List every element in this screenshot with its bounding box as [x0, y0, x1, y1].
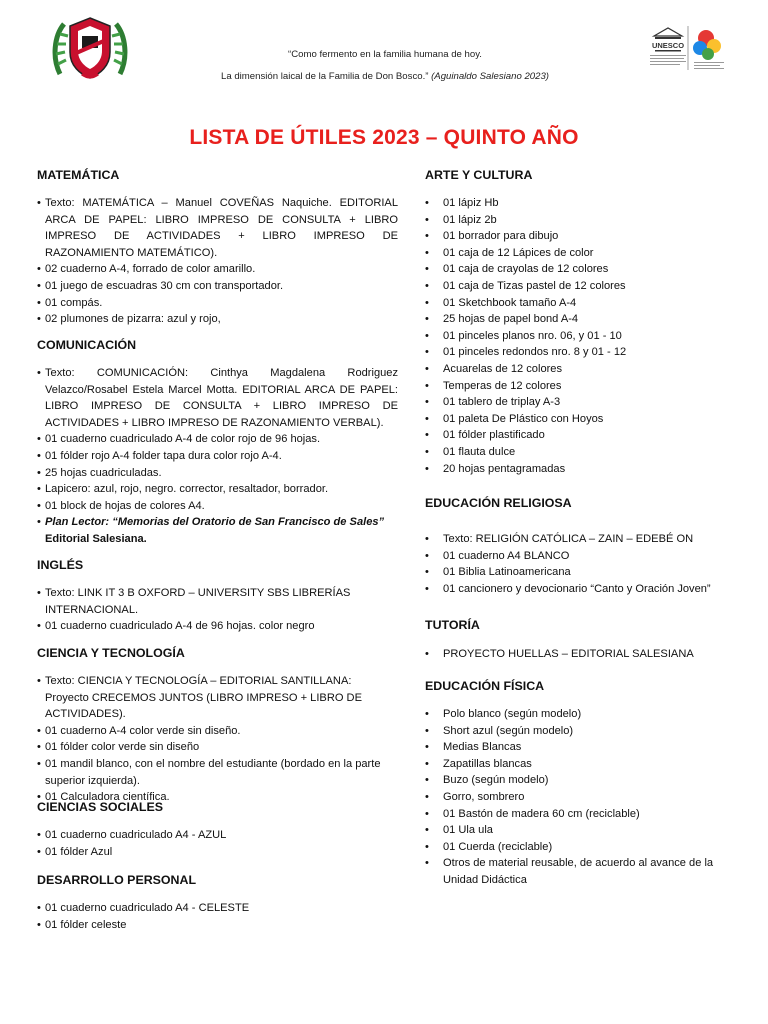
list-item: • 01 fólder rojo A-4 folder tapa dura color rojo A-4. [37, 448, 398, 465]
section-title: ARTE Y CULTURA [425, 168, 533, 182]
list-item: • 01 caja de 12 Lápices de color [425, 245, 737, 262]
section-educacion-religiosa [425, 496, 737, 597]
section-title: TUTORÍA [425, 618, 480, 632]
list-item: • Acuarelas de 12 colores [425, 361, 737, 378]
item-list [37, 673, 398, 806]
list-item: • 01 cuaderno A4 BLANCO [425, 548, 737, 565]
list-item: • 01 borrador para dibujo [425, 228, 737, 245]
list-item: • 01 lápiz 2b [425, 212, 737, 229]
list-item: • 02 cuaderno A-4, forrado de color amarillo. [37, 261, 398, 278]
page-title: LISTA DE ÚTILES 2023 – QUINTO AÑO [189, 126, 579, 149]
unesco-logo [644, 22, 730, 78]
item-list [425, 646, 737, 663]
item-list [37, 900, 398, 933]
section-ingles [37, 558, 398, 635]
item-list [37, 827, 398, 860]
item-list [425, 195, 737, 477]
list-item: • Polo blanco (según modelo) [425, 706, 737, 723]
plan-lector-text: Plan Lector: “Memorias del Oratorio de San Francisco de Sales” [45, 516, 385, 529]
list-item: • Medias Blancas [425, 739, 737, 756]
list-item: • 01 paleta De Plástico con Hoyos [425, 411, 737, 428]
list-item: • Zapatillas blancas [425, 756, 737, 773]
list-item: • PROYECTO HUELLAS – EDITORIAL SALESIANA [425, 646, 737, 663]
list-item: • 01 cuaderno cuadriculado A4 - CELESTE [37, 900, 398, 917]
list-item-plan-lector [37, 514, 398, 547]
section-tutoria [425, 618, 737, 663]
header-quote [140, 44, 630, 88]
section-title: MATEMÁTICA [37, 168, 120, 182]
section-comunicacion [37, 338, 398, 548]
section-title: COMUNICACIÓN [37, 338, 137, 352]
list-item: • Texto: RELIGIÓN CATÓLICA – ZAIN – EDEBÉ ON [425, 531, 737, 548]
list-item: • 20 hojas pentagramadas [425, 461, 737, 478]
list-item: • Buzo (según modelo) [425, 772, 737, 789]
list-item: • 01 caja de crayolas de 12 colores [425, 261, 737, 278]
list-item: • Texto: COMUNICACIÓN: Cinthya Magdalena Rodriguez Velazco/Rosabel Estela Marcel Motta. EDITORIAL ARCA DE PAPEL: LIBRO IMPRESO DE CONSULTA + LIBRO IMPRESO DE ACTIVIDADES + LIBRO IMPRESO DE RAZONAMIENTO VERBAL). [37, 365, 398, 431]
list-item: • 01 Cuerda (reciclable) [425, 839, 737, 856]
section-title: CIENCIA Y TECNOLOGÍA [37, 646, 185, 660]
list-item: • Texto: LINK IT 3 B OXFORD – UNIVERSITY SBS LIBRERÍAS INTERNACIONAL. [37, 585, 398, 618]
list-item: • 01 cuaderno cuadriculado A4 - AZUL [37, 827, 398, 844]
section-title: CIENCIAS SOCIALES [37, 800, 163, 814]
list-item: • 01 fólder plastificado [425, 427, 737, 444]
unesco-logo-text: UNESCO [651, 41, 685, 50]
list-item: • 01 compás. [37, 295, 398, 312]
list-item: • 01 flauta dulce [425, 444, 737, 461]
list-item: • Texto: CIENCIA Y TECNOLOGÍA – EDITORIAL SANTILLANA: Proyecto CRECEMOS JUNTOS (LIBRO IMPRESO + LIBRO DE ACTIVIDADES). [37, 673, 398, 723]
list-item: • 01 Bastón de madera 60 cm (reciclable) [425, 806, 737, 823]
list-item: • 25 hojas de papel bond A-4 [425, 311, 737, 328]
item-list [37, 585, 398, 635]
section-educacion-fisica [425, 679, 737, 889]
school-crest-logo [52, 14, 128, 82]
list-item: • 01 cancionero y devocionario “Canto y Oración Joven” [425, 581, 737, 598]
list-item: • Otros de material reusable, de acuerdo al avance de la Unidad Didáctica [425, 855, 737, 888]
section-title: EDUCACIÓN FÍSICA [425, 679, 545, 693]
list-item: • Temperas de 12 colores [425, 378, 737, 395]
list-item: • 01 block de hojas de colores A4. [37, 498, 398, 515]
list-item: • 01 Biblia Latinoamericana [425, 564, 737, 581]
list-item: • 01 mandil blanco, con el nombre del estudiante (bordado en la parte superior izquierda). [37, 756, 398, 789]
section-ciencia-tecnologia [37, 646, 398, 806]
list-item: • 01 cuaderno cuadriculado A-4 de color rojo de 96 hojas. [37, 431, 398, 448]
section-arte-cultura [425, 168, 737, 477]
list-item: • 25 hojas cuadriculadas. [37, 465, 398, 482]
list-item: • 01 Sketchbook tamaño A-4 [425, 295, 737, 312]
list-item: • Gorro, sombrero [425, 789, 737, 806]
section-ciencias-sociales [37, 800, 398, 860]
list-item: • 01 tablero de triplay A-3 [425, 394, 737, 411]
list-item: • 01 cuaderno A-4 color verde sin diseño. [37, 723, 398, 740]
section-desarrollo-personal [37, 873, 398, 933]
list-item: • 02 plumones de pizarra: azul y rojo, [37, 311, 398, 328]
item-list [425, 706, 737, 889]
quote-source: (Aguinaldo Salesiano 2023) [431, 71, 549, 82]
list-item: • 01 lápiz Hb [425, 195, 737, 212]
list-item: • 01 fólder color verde sin diseño [37, 739, 398, 756]
list-item: • Texto: MATEMÁTICA – Manuel COVEÑAS Naquiche. EDITORIAL ARCA DE PAPEL: LIBRO IMPRESO DE CONSULTA + LIBRO IMPRESO DE ACTIVIDADES + LIBRO IMPRESO DE RAZONAMIENTO MATEMÁTICO). [37, 195, 398, 261]
item-list [425, 531, 737, 597]
list-item: • Short azul (según modelo) [425, 723, 737, 740]
section-title: INGLÉS [37, 558, 84, 572]
list-item: • 01 cuaderno cuadriculado A-4 de 96 hojas. color negro [37, 618, 398, 635]
item-list [37, 365, 398, 548]
list-item: • 01 Ula ula [425, 822, 737, 839]
section-title: EDUCACIÓN RELIGIOSA [425, 496, 572, 510]
list-item: • Lapicero: azul, rojo, negro. corrector, resaltador, borrador. [37, 481, 398, 498]
list-item: • 01 pinceles redondos nro. 8 y 01 - 12 [425, 344, 737, 361]
item-list [37, 195, 398, 328]
section-matematica [37, 168, 398, 328]
list-item: • 01 caja de Tizas pastel de 12 colores [425, 278, 737, 295]
list-item: • 01 pinceles planos nro. 06, y 01 - 10 [425, 328, 737, 345]
list-item: • 01 fólder celeste [37, 917, 398, 934]
list-item: • 01 fólder Azul [37, 844, 398, 861]
quote-line-2: La dimensión laical de la Familia de Don Bosco.” (Aguinaldo Salesiano 2023) [221, 71, 549, 82]
list-item: • 01 juego de escuadras 30 cm con transportador. [37, 278, 398, 295]
quote-line-1: “Como fermento en la familia humana de hoy. [288, 49, 482, 60]
list-item: • 01 Calculadora científica. [37, 789, 398, 806]
section-title: DESARROLLO PERSONAL [37, 873, 197, 887]
plan-lector-editorial: Editorial Salesiana. [45, 532, 147, 545]
